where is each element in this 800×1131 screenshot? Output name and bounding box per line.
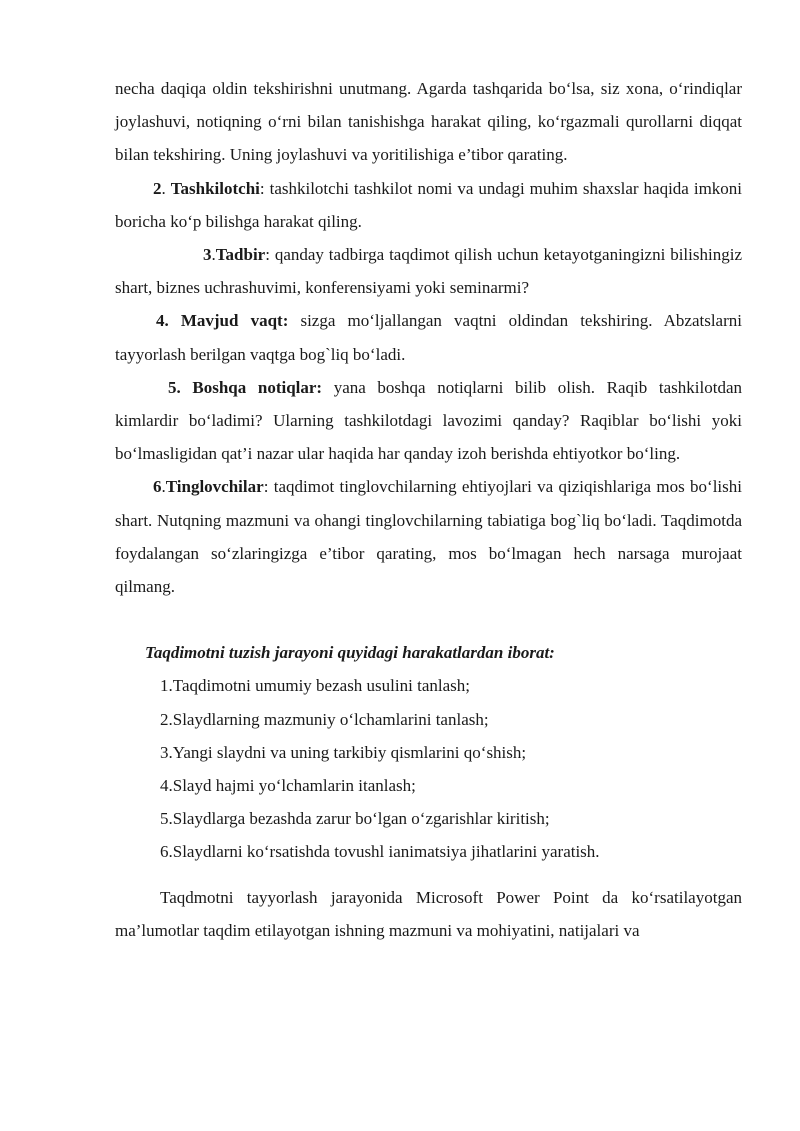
list-item: 6.Slaydlarni ko‘rsatishda tovushl ianimatsiya jihatlarini yaratish.: [160, 842, 600, 862]
document-page: [115, 72, 742, 947]
list-item: 4.Slayd hajmi yo‘lchamlarin itanlash;: [160, 776, 416, 796]
paragraph-audience: [115, 470, 742, 603]
item-text: : tashkilotchi tashkilot nomi va undagi muhim shaxslar haqida imkoni boricha ko‘p bilishga harakat qiling.: [115, 178, 743, 231]
paragraph-organizer: [115, 172, 742, 238]
steps-list: [115, 669, 742, 868]
item-title: Tinglovchilar: [165, 477, 264, 497]
paragraph-other-speakers: [115, 371, 742, 471]
item-title: Tadbir: [215, 245, 266, 265]
item-number: 6: [153, 477, 162, 497]
item-separator: .: [211, 245, 216, 265]
item-text: yana boshqa notiqlarni bilib olish. Raqib tashkilotdan kimlardir bo‘ladimi? Ularning tashkilotdagi lavozimi qanday? Raqiblar bo‘lishi yoki bo‘lmasligidan qat’i nazar ular haqida har qanday izoh berishda ehtiyotkor bo‘ling.: [115, 377, 742, 464]
item-number: 3: [203, 245, 212, 265]
paragraph-final: Taqdmotni tayyorlash jarayonida Microsoft Power Point da ko‘rsatilayotgan ma’lumotlar taqdim etilayotgan ishning mazmuni va mohiyatini, natijalari va: [115, 887, 742, 940]
item-text: : taqdimot tinglovchilarning ehtiyojlari va qiziqishlariga mos bo‘lishi shart. Nutqning mazmuni va ohangi tinglovchilarning tabiatiga bog`liq bo‘ladi. Taqdimotda foydalangan so‘zlaringizga e’tibor qarating, mos bo‘lmagan hech narsaga murojaat qilmang.: [115, 477, 742, 597]
item-number: 2: [153, 178, 162, 198]
list-item: 3.Yangi slaydni va uning tarkibiy qismlarini qo‘shish;: [160, 742, 527, 762]
list-item: 1.Taqdimotni umumiy bezash usulini tanlash;: [160, 676, 470, 696]
paragraph-available-time: [115, 304, 742, 370]
item-separator: .: [161, 477, 166, 497]
paragraph-event: [115, 238, 742, 304]
list-item: 2.Slaydlarning mazmuniy o‘lchamlarini tanlash;: [160, 709, 489, 729]
item-text: : qanday tadbirga taqdimot qilish uchun ketayotganingizni bilishingiz shart, biznes uchrashuvimi, konferensiyami yoki seminarmi?: [115, 245, 742, 298]
item-title: 5. Boshqa notiqlar:: [168, 377, 323, 397]
paragraph-intro: necha daqiqa oldin tekshirishni unutmang. Agarda tashqarida bo‘lsa, siz xona, o‘rindiqlar joylashuvi, notiqning o‘rni bilan tanishishga harakat qiling, ko‘rgazmali qurollarni diqqat bilan tekshiring. Uning joylashuvi va yoritilishiga e’tibor qarating.: [115, 79, 742, 165]
section-heading: Taqdimotni tuzish jarayoni quyidagi harakatlardan iborat:: [145, 643, 555, 663]
item-separator: .: [161, 178, 171, 198]
item-text: sizga mo‘ljallangan vaqtni oldindan tekshiring. Abzatslarni tayyorlash berilgan vaqtga bog`liq bo‘ladi.: [115, 311, 742, 364]
item-title: 4. Mavjud vaqt:: [156, 311, 289, 331]
list-item: 5.Slaydlarga bezashda zarur bo‘lgan o‘zgarishlar kiritish;: [160, 809, 550, 829]
item-title: Tashkilotchi: [170, 178, 260, 198]
